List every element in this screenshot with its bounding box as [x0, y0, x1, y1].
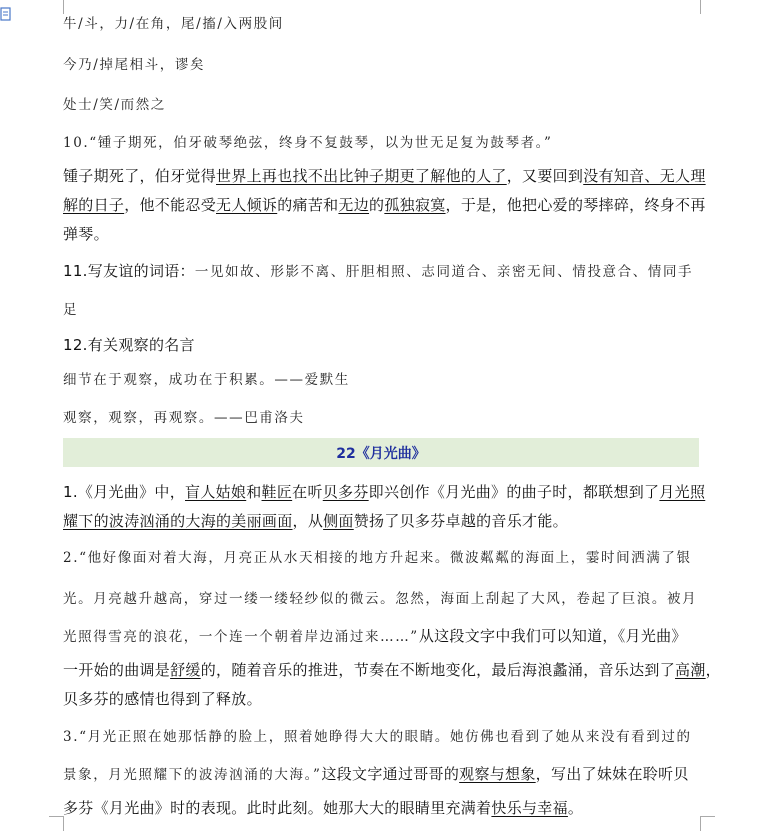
text-span: 从这段文字中我们可以知道，《月光曲》 [418, 627, 687, 645]
text-line [63, 625, 687, 646]
underlined-text: 没有知音、无人理 [583, 167, 706, 185]
text-span: ，又要回到 [506, 167, 584, 185]
text-span: 一见如故、形影不离、肝胆相照、志同道合、亲密无间、情投意合、情同手 [194, 264, 694, 280]
text-line: 处士/笑/而然之 [63, 97, 166, 113]
text-span: 在听 [292, 483, 323, 501]
underlined-text: 解的日子 [63, 196, 125, 214]
underlined-text: 侧面 [323, 512, 354, 530]
text-line [63, 797, 583, 818]
underlined-text: 贝多芬 [322, 483, 369, 501]
text-line: 弹琴。 [63, 225, 109, 243]
section-heading-band [63, 438, 699, 467]
text-span: 的痛苦和 [277, 196, 339, 214]
text-span: ，从 [292, 512, 324, 530]
text-span: ，于是，他把心爱的琴摔碎，终身不再 [445, 196, 706, 214]
text-line [63, 260, 693, 281]
text-span: 多芬《月光曲》时的表现。此时此刻。她那大大的眼睛里充满着 [63, 799, 492, 817]
text-span: 景象，月光照耀下的波涛汹涌的大海。” [63, 767, 322, 783]
text-line: 2.“他好像面对着大海，月亮正从水天相接的地方升起来。微波粼粼的海面上，霎时间洒满了银 [63, 550, 692, 566]
section-heading: 22《月光曲》 [336, 446, 426, 462]
text-line: 细节在于观察，成功在于积累。——爱默生 [63, 372, 350, 388]
text-line: 牛/斗，力/在角，尾/搐/入两股间 [63, 16, 284, 32]
text-line: 12.有关观察的名言 [63, 336, 195, 354]
page-corner-bottom-left [49, 816, 64, 831]
text-line: 足 [63, 302, 79, 318]
text-span: 的，随着音乐的推进，节奏在不断地变化，最后海浪蠡涌，音乐达到了 [200, 661, 676, 679]
text-span: 和 [246, 483, 262, 501]
text-span: 。 [567, 799, 584, 817]
text-span: ，写出了妹妹在聆听贝 [535, 765, 689, 783]
text-span: 1.《月光曲》中， [63, 483, 186, 501]
text-line: 10.“锺子期死，伯牙破琴绝弦，终身不复鼓琴，以为世无足复为鼓琴者。” [63, 135, 553, 151]
underlined-text: 无边 [338, 196, 370, 214]
text-span: ，他不能忍受 [124, 196, 217, 214]
text-line [63, 510, 568, 531]
text-span: 一开始的曲调是 [63, 661, 171, 679]
page-corner-bottom-right [700, 816, 715, 831]
underlined-text: 高潮 [675, 661, 706, 679]
text-line [63, 194, 706, 215]
underlined-text: 观察与想象 [459, 765, 536, 783]
text-line: 光。月亮越升越高，穿过一缕一缕轻纱似的微云。忽然，海面上刮起了大风，卷起了巨浪。被月 [63, 591, 698, 607]
underlined-text: 舒缓 [170, 661, 201, 679]
underlined-text: 孤独寂寞 [384, 196, 446, 214]
underlined-text: 耀下的波涛汹涌的大海的美丽画面 [63, 512, 293, 530]
document-margin-icon[interactable] [0, 6, 12, 26]
underlined-text: 鞋匠 [261, 483, 293, 501]
text-span: 光照得雪亮的浪花，一个连一个朝着岸边涌过来……” [63, 629, 419, 645]
text-span: 的 [369, 196, 385, 214]
text-line: 观察，观察，再观察。——巴甫洛夫 [63, 410, 305, 426]
text-line [63, 481, 705, 502]
underlined-text: 无人倾诉 [216, 196, 278, 214]
text-line [63, 165, 706, 186]
underlined-text: 盲人姑娘 [185, 483, 247, 501]
text-span: 即兴创作《月光曲》的曲子时，都联想到了 [368, 483, 660, 501]
underlined-text: 快乐与幸福 [491, 799, 568, 817]
underlined-text: 世界上再也找不出比钟子期更了解他的人了 [216, 167, 507, 185]
page-corner-top-right [700, 0, 715, 14]
text-span: 11.写友谊的词语： [63, 262, 195, 280]
text-span: 这段文字通过哥哥的 [321, 765, 460, 783]
page-corner-top-left [49, 0, 64, 14]
text-line: 3.“月光正照在她那恬静的脸上，照着她睁得大大的眼睛。她仿佛也看到了她从来没有看到过的 [63, 729, 692, 745]
text-span: 赞扬了贝多芬卓越的音乐才能。 [353, 512, 568, 530]
text-line [63, 659, 721, 680]
text-line: 今乃/掉尾相斗，谬矣 [63, 57, 206, 73]
text-line: 贝多芬的感情也得到了释放。 [63, 690, 262, 708]
underlined-text: 月光照 [659, 483, 706, 501]
text-span: 锺子期死了，伯牙觉得 [63, 167, 217, 185]
text-span: ， [705, 661, 721, 679]
text-line [63, 763, 689, 784]
